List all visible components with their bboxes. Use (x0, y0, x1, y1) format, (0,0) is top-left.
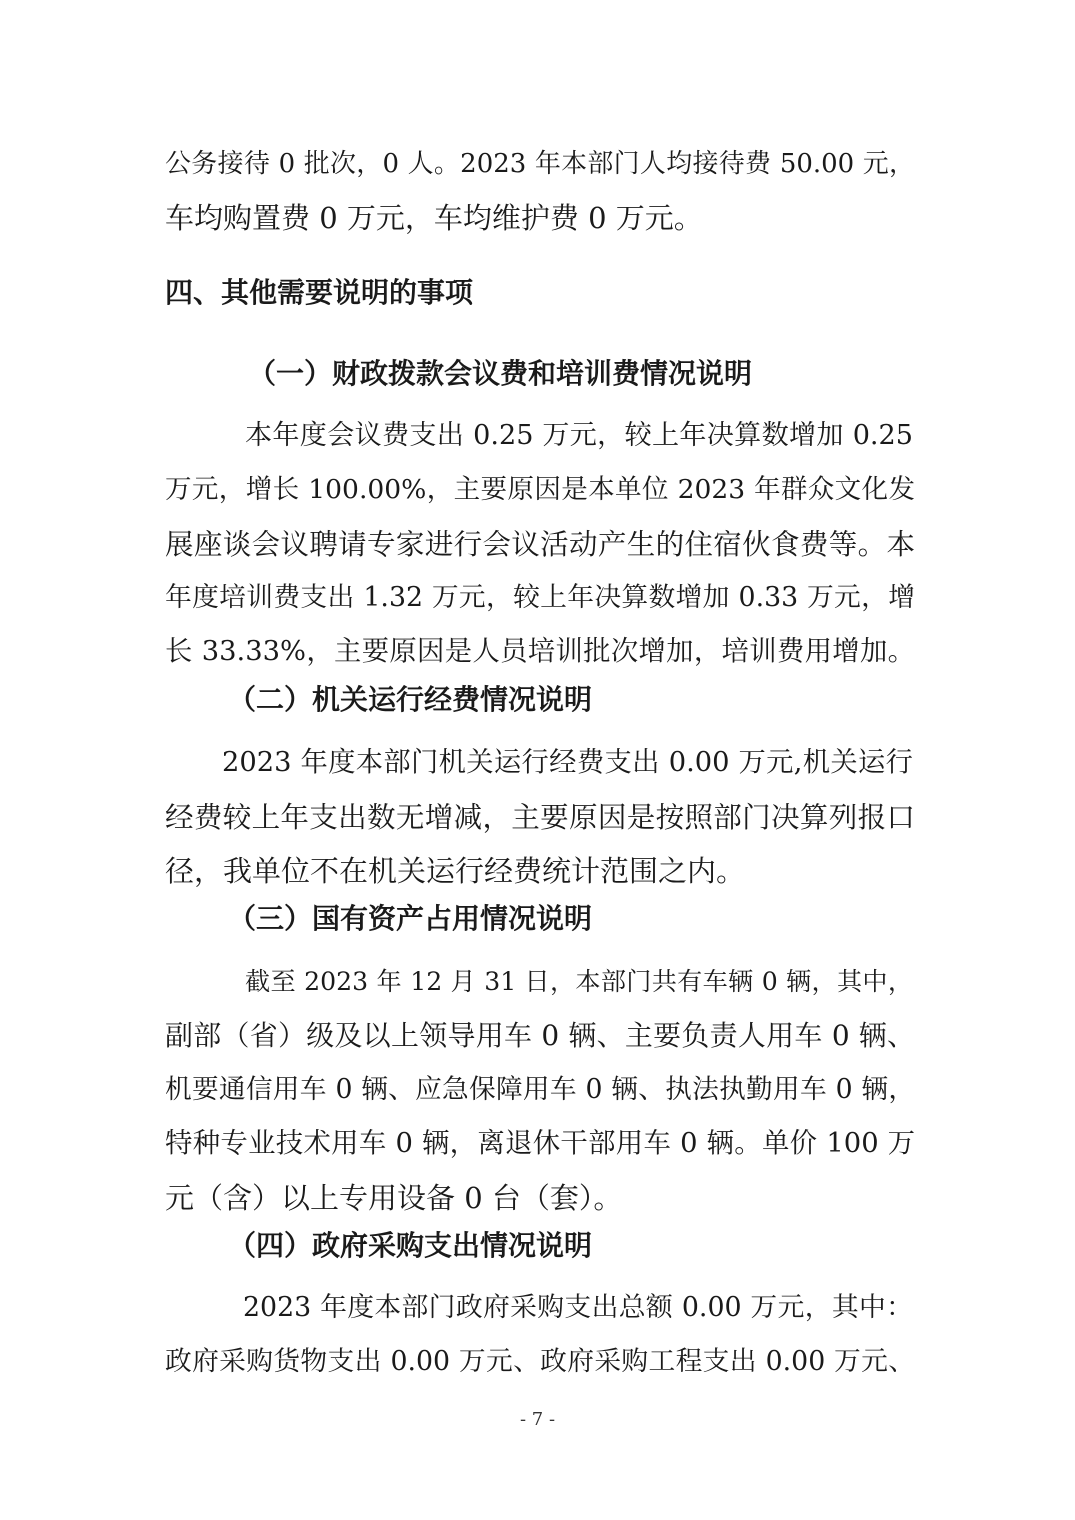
sub1-line-4: 年度培训费支出 1.32 万元，较上年决算数增加 0.33 万元，增 (165, 582, 915, 613)
sub2-line-3: 径，我单位不在机关运行经费统计范围之内。 (165, 854, 746, 888)
subsection-3-title: （三）国有资产占用情况说明 (228, 902, 593, 935)
sub4-line-1: 2023 年度本部门政府采购支出总额 0.00 万元，其中： (243, 1292, 913, 1323)
section-4-title: 四、其他需要说明的事项 (165, 276, 474, 309)
sub2-line-2: 经费较上年支出数无增减，主要原因是按照部门决算列报口 (165, 800, 915, 834)
intro-line-2: 车均购置费 0 万元，车均维护费 0 万元。 (165, 201, 703, 235)
sub3-line-2: 副部（省）级及以上领导用车 0 辆、主要负责人用车 0 辆、 (165, 1019, 915, 1052)
subsection-1-title: （一）财政拨款会议费和培训费情况说明 (248, 357, 753, 390)
subsection-2-title: （二）机关运行经费情况说明 (228, 683, 593, 716)
sub1-line-5: 长 33.33%，主要原因是人员培训批次增加，培训费用增加。 (165, 636, 915, 667)
sub3-line-3: 机要通信用车 0 辆、应急保障用车 0 辆、执法执勤用车 0 辆， (165, 1074, 915, 1105)
intro-line-1: 公务接待 0 批次，0 人。2023 年本部门人均接待费 50.00 元， (165, 149, 915, 179)
sub1-line-2: 万元，增长 100.00%，主要原因是本单位 2023 年群众文化发 (165, 474, 915, 505)
sub2-line-1: 2023 年度本部门机关运行经费支出 0.00 万元,机关运行 (222, 747, 913, 778)
subsection-4-title: （四）政府采购支出情况说明 (228, 1229, 593, 1262)
sub3-line-1: 截至 2023 年 12 月 31 日，本部门共有车辆 0 辆，其中， (245, 967, 913, 996)
sub4-line-2: 政府采购货物支出 0.00 万元、政府采购工程支出 0.00 万元、 (165, 1346, 915, 1377)
sub3-line-5: 元（含）以上专用设备 0 台（套）。 (165, 1181, 623, 1215)
sub1-line-3: 展座谈会议聘请专家进行会议活动产生的住宿伙食费等。本 (165, 527, 915, 561)
page-number: - 7 - (519, 1409, 556, 1430)
sub3-line-4: 特种专业技术用车 0 辆，离退休干部用车 0 辆。单价 100 万 (165, 1128, 915, 1159)
sub1-line-1: 本年度会议费支出 0.25 万元，较上年决算数增加 0.25 (245, 420, 913, 451)
